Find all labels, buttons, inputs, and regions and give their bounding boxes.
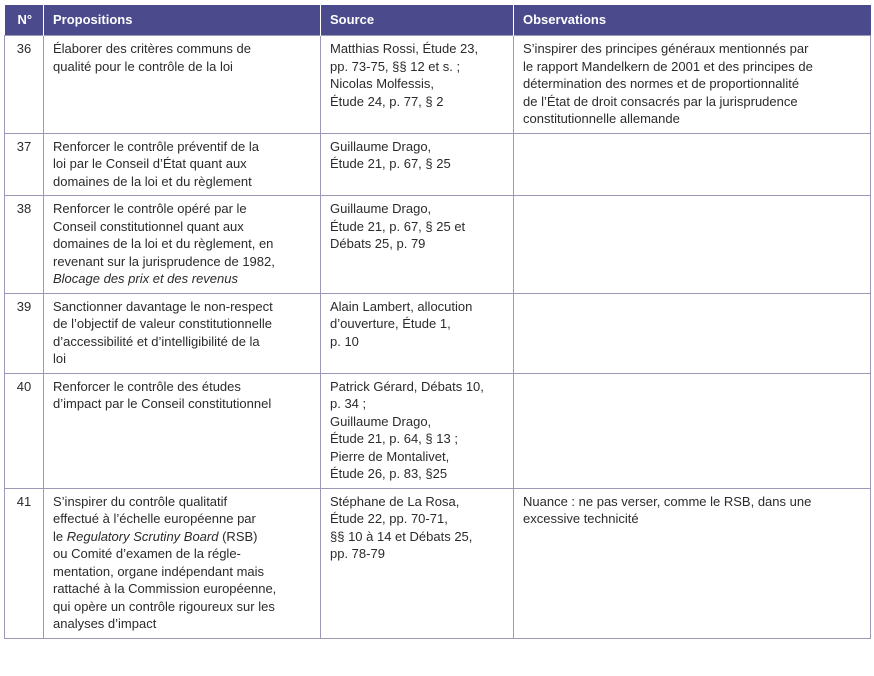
row-number: 39 [5, 293, 44, 373]
proposition-line: Renforcer le contrôle opéré par le [53, 201, 247, 216]
source-line: Guillaume Drago, [330, 201, 432, 216]
proposition-line: Conseil constitutionnel quant aux [53, 218, 244, 234]
observations-cell [514, 373, 871, 488]
source-cell [321, 293, 514, 373]
observation-line: de l’État de droit consacrés par la jurisprudence [523, 93, 798, 109]
header-row [5, 5, 871, 36]
proposition-line: d’accessibilité et d’intelligibilité de la [53, 333, 260, 349]
proposition-line: Renforcer le contrôle des études [53, 378, 241, 394]
source-line: Stéphane de La Rosa, [330, 493, 460, 509]
proposition-line: loi par le Conseil d’État quant aux [53, 156, 247, 171]
row-number: 36 [5, 36, 44, 134]
source-line: Débats 25, p. 79 [330, 236, 426, 251]
proposition-line: analyses d’impact [53, 616, 157, 631]
proposition-line: ou Comité d’examen de la régle- [53, 546, 241, 561]
proposition-line: Élaborer des critères communs de [53, 41, 251, 56]
proposition-line: S’inspirer du contrôle qualitatif [53, 493, 228, 509]
observation-line: détermination des normes et de proportionnalité [523, 76, 800, 91]
row-number: 37 [5, 133, 44, 196]
source-line: Alain Lambert, allocution [330, 298, 473, 314]
proposition-line: loi [53, 351, 67, 366]
row-number: 38 [5, 196, 44, 294]
proposition-cell [44, 373, 321, 488]
source-line: Nicolas Molfessis, [330, 76, 435, 91]
source-line: p. 10 [330, 333, 359, 349]
source-cell [321, 196, 514, 294]
table-row [5, 133, 871, 196]
source-line: Patrick Gérard, Débats 10, [330, 378, 484, 394]
proposition-line: qui opère un contrôle rigoureux sur les [53, 598, 275, 614]
proposition-text: le [53, 528, 67, 544]
proposition-cell [44, 133, 321, 196]
observation-line: constitutionnelle allemande [523, 111, 680, 126]
observation-line: S’inspirer des principes généraux mentionnés par [523, 41, 809, 56]
source-line: Étude 26, p. 83, §25 [330, 466, 448, 481]
source-line: pp. 78-79 [330, 546, 385, 561]
table-header [5, 5, 871, 36]
observations-cell [514, 36, 871, 134]
propositions-table [4, 5, 871, 639]
proposition-line: revenant sur la jurisprudence de 1982, [53, 253, 275, 269]
observation-line: le rapport Mandelkern de 2001 et des principes de [523, 58, 813, 74]
proposition-line: rattaché à la Commission européenne, [53, 581, 277, 596]
table-row [5, 488, 871, 638]
proposition-line: de l’objectif de valeur constitutionnelle [53, 316, 272, 331]
proposition-italic-text: Regulatory Scrutiny Board [66, 528, 219, 544]
table-row [5, 373, 871, 488]
proposition-line: Renforcer le contrôle préventif de la [53, 138, 259, 154]
source-line: Pierre de Montalivet, [330, 448, 450, 464]
observation-line: Nuance : ne pas verser, comme le RSB, dans une [523, 493, 812, 509]
proposition-cell [44, 293, 321, 373]
observation-line: excessive technicité [523, 511, 639, 526]
proposition-line: d’impact par le Conseil constitutionnel [53, 396, 272, 411]
header-source: Source [321, 5, 514, 36]
source-line: Guillaume Drago, [330, 413, 432, 429]
proposition-cell [44, 36, 321, 134]
proposition-line: domaines de la loi et du règlement [53, 173, 252, 189]
proposition-line-mixed [53, 528, 313, 546]
source-line: Étude 22, pp. 70-71, [330, 511, 448, 526]
header-observations: Observations [514, 5, 871, 36]
proposition-cell [44, 196, 321, 294]
row-number: 41 [5, 488, 44, 638]
proposition-text: (RSB) [218, 528, 258, 544]
proposition-line: effectué à l’échelle européenne par [53, 511, 256, 526]
proposition-line: qualité pour le contrôle de la loi [53, 58, 233, 74]
header-propositions: Propositions [44, 5, 321, 36]
proposition-line: Sanctionner davantage le non-respect [53, 298, 273, 314]
source-line: d’ouverture, Étude 1, [330, 316, 451, 331]
observations-cell [514, 196, 871, 294]
source-line: Étude 21, p. 67, § 25 [330, 156, 451, 171]
source-line: Matthias Rossi, Étude 23, [330, 41, 479, 56]
source-cell [321, 133, 514, 196]
table-body [5, 36, 871, 639]
source-cell [321, 36, 514, 134]
header-number: N° [5, 5, 44, 36]
table-row [5, 36, 871, 134]
table-row [5, 196, 871, 294]
source-line: pp. 73-75, §§ 12 et s. ; [330, 58, 461, 74]
source-line: Étude 21, p. 67, § 25 et [330, 218, 466, 234]
proposition-cell [44, 488, 321, 638]
proposition-italic-line: Blocage des prix et des revenus [53, 271, 238, 286]
source-line: Étude 21, p. 64, § 13 ; [330, 431, 458, 446]
source-cell [321, 373, 514, 488]
source-line: §§ 10 à 14 et Débats 25, [330, 528, 473, 544]
source-line: Étude 24, p. 77, § 2 [330, 93, 444, 109]
observations-cell [514, 488, 871, 638]
proposition-line: mentation, organe indépendant mais [53, 563, 265, 579]
source-line: p. 34 ; [330, 396, 367, 411]
observations-cell [514, 293, 871, 373]
proposition-line: domaines de la loi et du règlement, en [53, 236, 274, 251]
table-row [5, 293, 871, 373]
row-number: 40 [5, 373, 44, 488]
observations-cell [514, 133, 871, 196]
source-line: Guillaume Drago, [330, 138, 432, 154]
source-cell [321, 488, 514, 638]
